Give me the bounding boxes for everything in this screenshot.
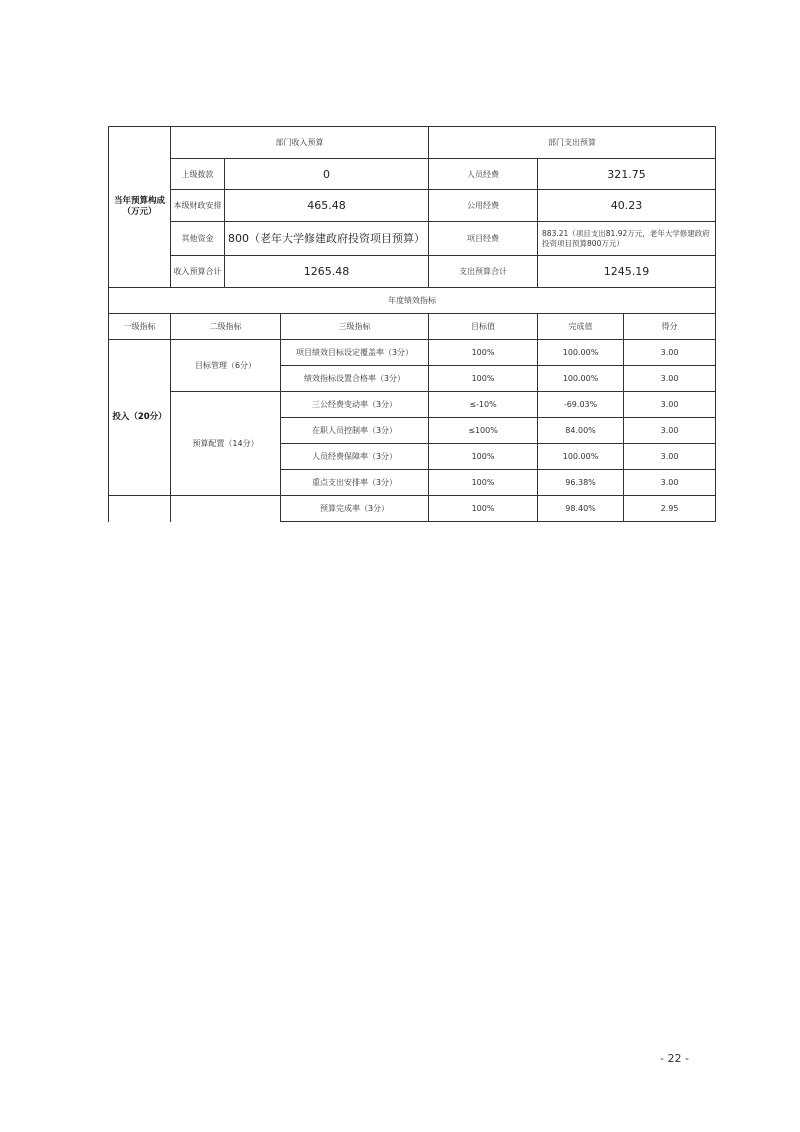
actual-value: 100.00%	[538, 366, 624, 392]
actual-value: 84.00%	[538, 418, 624, 444]
target-value: 100%	[429, 444, 538, 470]
expense-label: 人员经费	[429, 159, 538, 190]
header-actual: 完成值	[538, 314, 624, 340]
budget-table-wrapper	[108, 126, 715, 522]
table-row	[109, 496, 716, 522]
score-value: 3.00	[624, 366, 716, 392]
score-value: 2.95	[624, 496, 716, 522]
header-level1: 一级指标	[109, 314, 171, 340]
actual-value: 100.00%	[538, 340, 624, 366]
income-budget-header: 部门收入预算	[171, 127, 429, 159]
indicator-name: 人员经费保障率（3分）	[281, 444, 429, 470]
performance-section-row	[109, 288, 716, 314]
level2-budget-allocation: 预算配置（14分）	[171, 392, 281, 496]
budget-header-row	[109, 127, 716, 159]
budget-row	[109, 190, 716, 222]
target-value: 100%	[429, 366, 538, 392]
expense-budget-header: 部门支出预算	[429, 127, 716, 159]
score-value: 3.00	[624, 470, 716, 496]
header-target: 目标值	[429, 314, 538, 340]
level1-input: 投入（20分）	[109, 340, 171, 496]
level2-target-management: 目标管理（6分）	[171, 340, 281, 392]
actual-value: 98.40%	[538, 496, 624, 522]
header-level3: 三级指标	[281, 314, 429, 340]
table-row	[109, 392, 716, 418]
income-value: 0	[225, 159, 429, 190]
actual-value: -69.03%	[538, 392, 624, 418]
actual-value: 100.00%	[538, 444, 624, 470]
budget-row	[109, 222, 716, 256]
level1-continued	[109, 496, 171, 522]
indicator-name: 重点支出安排率（3分）	[281, 470, 429, 496]
performance-header-row	[109, 314, 716, 340]
budget-total-row	[109, 256, 716, 288]
income-value: 465.48	[225, 190, 429, 222]
expense-total-value: 1245.19	[538, 256, 716, 288]
budget-row	[109, 159, 716, 190]
header-level2: 二级指标	[171, 314, 281, 340]
indicator-name: 绩效指标设置合格率（3分）	[281, 366, 429, 392]
target-value: 100%	[429, 496, 538, 522]
income-value: 800（老年大学修建政府投资项目预算）	[225, 222, 429, 256]
expense-value: 321.75	[538, 159, 716, 190]
target-value: ≤-10%	[429, 392, 538, 418]
table-row	[109, 340, 716, 366]
indicator-name: 预算完成率（3分）	[281, 496, 429, 522]
level2-continued	[171, 496, 281, 522]
page-number: - 22 -	[660, 1052, 689, 1065]
expense-total-label: 支出预算合计	[429, 256, 538, 288]
indicator-name: 在职人员控制率（3分）	[281, 418, 429, 444]
target-value: 100%	[429, 340, 538, 366]
income-total-label: 收入预算合计	[171, 256, 225, 288]
budget-performance-table	[108, 126, 716, 522]
indicator-name: 项目绩效目标设定覆盖率（3分）	[281, 340, 429, 366]
score-value: 3.00	[624, 418, 716, 444]
expense-label: 公用经费	[429, 190, 538, 222]
budget-row-label: 当年预算构成（万元）	[109, 127, 171, 288]
expense-value: 40.23	[538, 190, 716, 222]
income-label: 上级拨款	[171, 159, 225, 190]
target-value: ≤100%	[429, 418, 538, 444]
expense-label: 项目经费	[429, 222, 538, 256]
expense-value: 883.21（项目支出81.92万元，老年大学修建政府投资项目预算800万元）	[538, 222, 716, 256]
actual-value: 96.38%	[538, 470, 624, 496]
income-label: 本级财政安排	[171, 190, 225, 222]
score-value: 3.00	[624, 444, 716, 470]
score-value: 3.00	[624, 392, 716, 418]
header-score: 得分	[624, 314, 716, 340]
income-label: 其他资金	[171, 222, 225, 256]
target-value: 100%	[429, 470, 538, 496]
income-total-value: 1265.48	[225, 256, 429, 288]
score-value: 3.00	[624, 340, 716, 366]
performance-section-title: 年度绩效指标	[109, 288, 716, 314]
indicator-name: 三公经费变动率（3分）	[281, 392, 429, 418]
